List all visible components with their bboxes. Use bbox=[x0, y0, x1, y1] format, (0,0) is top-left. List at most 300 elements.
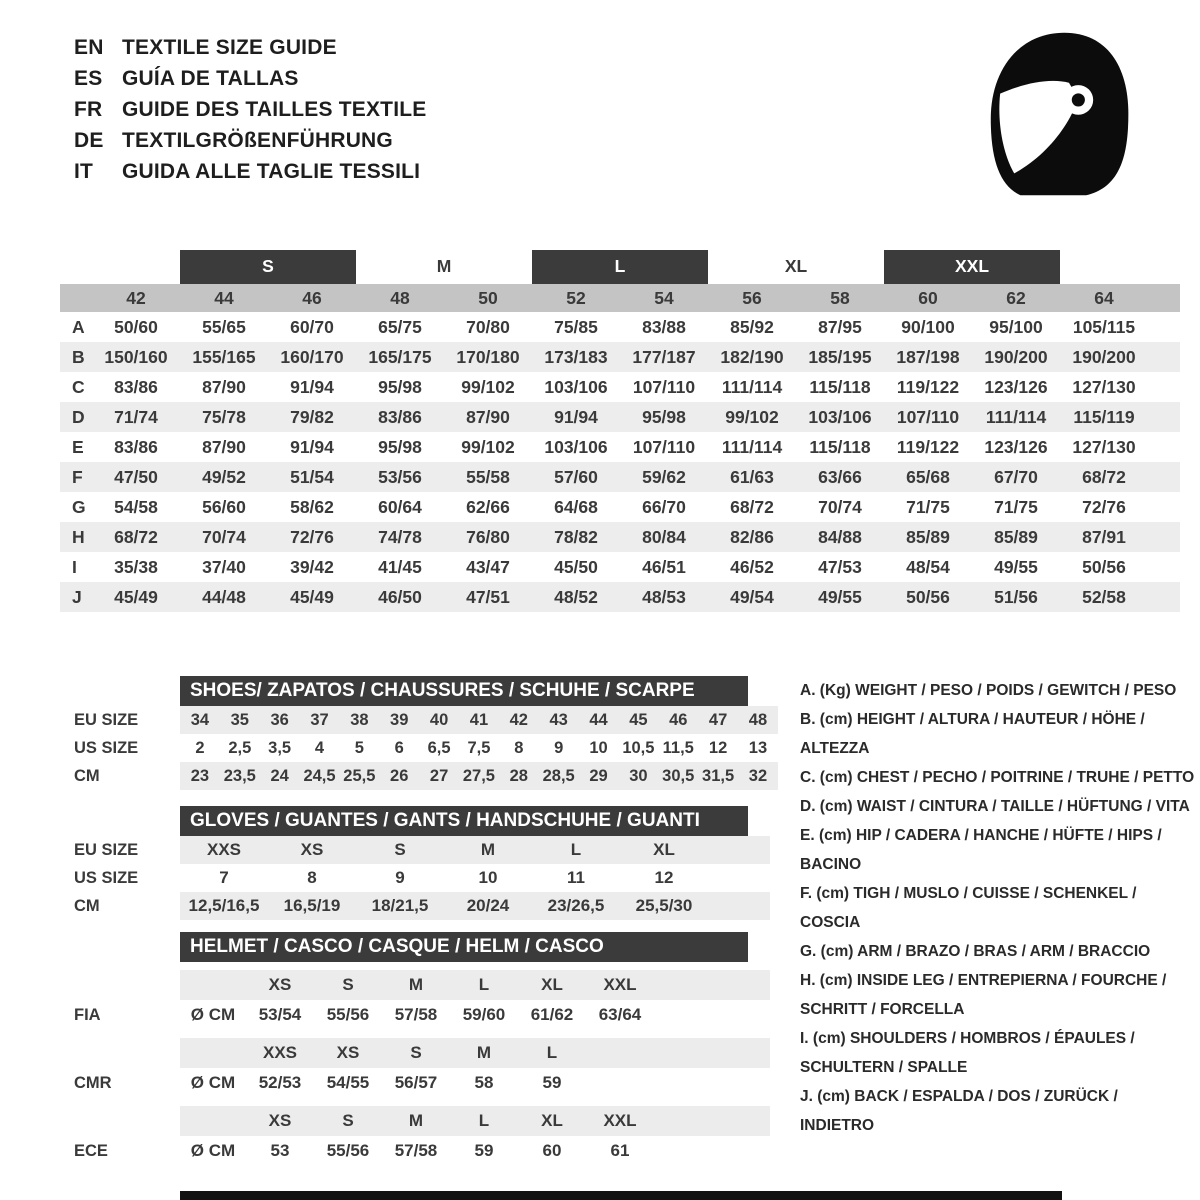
shoes-value: 27,5 bbox=[462, 767, 495, 785]
measure-value: 78/82 bbox=[554, 527, 598, 547]
measure-row bbox=[60, 552, 1180, 582]
legend-item: F. (cm) TIGH / MUSLO / CUISSE / SCHENKEL / COSCIA bbox=[800, 885, 1137, 931]
helmet-size-label: M bbox=[476, 1043, 492, 1062]
band-spacer bbox=[60, 250, 92, 284]
measure-value: 127/130 bbox=[1072, 437, 1136, 457]
helmet-size-value: 61 bbox=[610, 1141, 630, 1160]
measure-row bbox=[60, 372, 1180, 402]
gloves-row-label: CM bbox=[74, 897, 100, 915]
shoes-value: 7,5 bbox=[467, 739, 491, 757]
measure-letter: J bbox=[72, 587, 82, 607]
legend-item: H. (cm) INSIDE LEG / ENTREPIERNA / FOURCHE / SCHRITT / FORCELLA bbox=[800, 972, 1167, 1018]
language-row bbox=[74, 125, 426, 156]
measure-letter: A bbox=[72, 317, 85, 337]
measure-value: 68/72 bbox=[730, 497, 774, 517]
measure-value: 127/130 bbox=[1072, 377, 1136, 397]
row-spacer bbox=[1148, 284, 1180, 312]
footer-bar bbox=[180, 1191, 1062, 1200]
helmet-size-label: M bbox=[408, 975, 424, 994]
measure-value: 62/66 bbox=[466, 497, 510, 517]
shoes-header-row bbox=[60, 676, 785, 706]
shoes-value: 48 bbox=[748, 711, 768, 729]
helmet-size-label: XXS bbox=[262, 1043, 298, 1062]
sizes-spacer bbox=[60, 1106, 180, 1136]
measure-value: 80/84 bbox=[642, 527, 686, 547]
shoes-value: 24 bbox=[270, 767, 289, 785]
helmet-size-label: L bbox=[478, 975, 490, 994]
measure-value: 50/56 bbox=[1082, 557, 1126, 577]
size-band-label: L bbox=[532, 250, 708, 284]
measure-value: 49/52 bbox=[202, 467, 246, 487]
measure-value: 85/89 bbox=[906, 527, 950, 547]
helmet-size-label: XS bbox=[268, 1111, 292, 1130]
gloves-row bbox=[60, 892, 785, 920]
measure-value: 187/198 bbox=[896, 347, 960, 367]
helmet-size-value: 54/55 bbox=[326, 1073, 370, 1092]
size-number: 62 bbox=[1006, 288, 1026, 308]
size-number: 46 bbox=[302, 288, 322, 308]
measure-value: 99/102 bbox=[461, 377, 515, 397]
header-spacer bbox=[60, 932, 180, 962]
unit-spacer bbox=[180, 970, 246, 1000]
guide-title: TEXTILE SIZE GUIDE bbox=[122, 36, 337, 59]
measure-value: 115/118 bbox=[809, 377, 871, 397]
measure-value: 123/126 bbox=[984, 437, 1048, 457]
racing-helmet-icon bbox=[978, 28, 1138, 200]
helmet-standard-label: ECE bbox=[74, 1142, 108, 1160]
size-number: 58 bbox=[830, 288, 850, 308]
gloves-value: 16,5/19 bbox=[283, 896, 341, 915]
gloves-header-row bbox=[60, 806, 785, 836]
size-number-row bbox=[60, 284, 1180, 312]
diameter-unit-label: Ø CM bbox=[190, 1141, 236, 1160]
measure-row bbox=[60, 492, 1180, 522]
measure-value: 70/74 bbox=[202, 527, 246, 547]
helmet-size-value: 59/60 bbox=[462, 1005, 506, 1024]
gloves-value: XL bbox=[653, 840, 675, 859]
legend-item: G. (cm) ARM / BRAZO / BRAS / ARM / BRACCIO bbox=[800, 943, 1151, 960]
measure-value: 95/98 bbox=[378, 437, 422, 457]
measure-letter: B bbox=[72, 347, 85, 367]
measure-value: 64/68 bbox=[554, 497, 598, 517]
measure-value: 119/122 bbox=[896, 437, 960, 457]
language-list bbox=[74, 32, 426, 187]
measure-value: 115/119 bbox=[1073, 407, 1135, 427]
measure-value: 173/183 bbox=[544, 347, 608, 367]
helmet-size-value: 53 bbox=[270, 1141, 290, 1160]
shoes-value: 34 bbox=[190, 711, 210, 729]
helmet-size-label: L bbox=[546, 1043, 558, 1062]
size-number: 44 bbox=[214, 288, 234, 308]
measure-row bbox=[60, 432, 1180, 462]
measure-value: 87/90 bbox=[202, 377, 246, 397]
gloves-header-bar: GLOVES / GUANTES / GANTS / HANDSCHUHE / GUANTI bbox=[180, 806, 748, 836]
measure-value: 83/86 bbox=[114, 377, 158, 397]
language-row bbox=[74, 32, 426, 63]
helmet-values-row bbox=[60, 1000, 785, 1030]
shoes-value: 23 bbox=[190, 767, 210, 785]
measure-value: 65/75 bbox=[378, 317, 422, 337]
measure-value: 41/45 bbox=[378, 557, 422, 577]
measure-value: 82/86 bbox=[730, 527, 774, 547]
helmet-size-label: XXL bbox=[603, 1111, 637, 1130]
helmet-sizes-row bbox=[60, 1106, 785, 1136]
measure-value: 123/126 bbox=[984, 377, 1048, 397]
measure-value: 190/200 bbox=[1072, 347, 1136, 367]
shoes-row-label: CM bbox=[74, 767, 100, 785]
shoes-value: 5 bbox=[354, 739, 364, 757]
gloves-value: XXS bbox=[206, 840, 242, 859]
measure-value: 47/53 bbox=[818, 557, 862, 577]
measure-value: 70/80 bbox=[466, 317, 510, 337]
measure-value: 49/54 bbox=[730, 587, 774, 607]
helmet-size-label: M bbox=[408, 1111, 424, 1130]
shoes-value: 8 bbox=[514, 739, 524, 757]
measure-value: 87/95 bbox=[818, 317, 862, 337]
helmet-size-value: 60 bbox=[542, 1141, 562, 1160]
header-spacer bbox=[60, 806, 180, 836]
measure-value: 74/78 bbox=[378, 527, 422, 547]
measure-letter: I bbox=[72, 557, 77, 577]
shoes-value: 3,5 bbox=[268, 739, 292, 757]
shoes-value: 31,5 bbox=[702, 767, 735, 785]
measure-value: 59/62 bbox=[642, 467, 686, 487]
row-spacer bbox=[1148, 522, 1180, 552]
measure-value: 46/51 bbox=[642, 557, 686, 577]
measure-value: 170/180 bbox=[456, 347, 520, 367]
measure-value: 76/80 bbox=[466, 527, 510, 547]
helmet-size-value: 55/56 bbox=[326, 1005, 370, 1024]
measure-value: 48/54 bbox=[906, 557, 950, 577]
helmet-size-label: S bbox=[342, 975, 354, 994]
measure-value: 53/56 bbox=[378, 467, 422, 487]
measure-letter: H bbox=[72, 527, 85, 547]
measure-value: 177/187 bbox=[632, 347, 696, 367]
shoes-value: 9 bbox=[554, 739, 564, 757]
size-number: 64 bbox=[1094, 288, 1114, 308]
gloves-row-label: US SIZE bbox=[74, 869, 139, 887]
measure-value: 75/78 bbox=[202, 407, 246, 427]
measure-row bbox=[60, 582, 1180, 612]
shoes-value: 12 bbox=[708, 739, 728, 757]
language-row bbox=[74, 94, 426, 125]
gloves-value: 25,5/30 bbox=[635, 896, 693, 915]
measure-value: 45/50 bbox=[554, 557, 598, 577]
shoes-value: 36 bbox=[270, 711, 289, 729]
measure-value: 105/115 bbox=[1072, 317, 1136, 337]
gloves-row bbox=[60, 836, 785, 864]
measure-value: 79/82 bbox=[290, 407, 334, 427]
measure-value: 45/49 bbox=[290, 587, 334, 607]
helmet-header-row bbox=[60, 932, 785, 962]
measure-value: 61/63 bbox=[730, 467, 774, 487]
helmet-size-value: 52/53 bbox=[258, 1073, 302, 1092]
legend-item: C. (cm) CHEST / PECHO / POITRINE / TRUHE / PETTO bbox=[800, 769, 1195, 786]
shoes-row bbox=[60, 734, 785, 762]
shoes-row bbox=[60, 706, 785, 734]
gloves-value: 11 bbox=[567, 868, 585, 887]
guide-title: GUÍA DE TALLAS bbox=[122, 67, 299, 90]
helmet-size-value: 58 bbox=[474, 1073, 494, 1092]
diameter-unit-label: Ø CM bbox=[190, 1073, 236, 1092]
helmet-size-label: S bbox=[410, 1043, 422, 1062]
measure-value: 83/86 bbox=[378, 407, 422, 427]
helmet-size-value: 55/56 bbox=[326, 1141, 370, 1160]
measure-value: 48/52 bbox=[554, 587, 598, 607]
measure-value: 160/170 bbox=[280, 347, 344, 367]
measure-value: 107/110 bbox=[896, 407, 960, 427]
legend-item: B. (cm) HEIGHT / ALTURA / HAUTEUR / HÖHE / ALTEZZA bbox=[800, 711, 1145, 757]
row-label-spacer bbox=[60, 284, 92, 312]
size-band-label: XXL bbox=[884, 250, 1060, 284]
gloves-value: 7 bbox=[219, 868, 229, 887]
measure-value: 91/94 bbox=[554, 407, 598, 427]
size-number: 60 bbox=[918, 288, 938, 308]
helmet-size-value: 57/58 bbox=[394, 1005, 438, 1024]
measure-value: 71/75 bbox=[906, 497, 950, 517]
measure-value: 87/90 bbox=[202, 437, 246, 457]
measure-value: 47/50 bbox=[114, 467, 158, 487]
language-code: IT bbox=[74, 160, 94, 183]
size-number: 52 bbox=[566, 288, 586, 308]
language-code: EN bbox=[74, 36, 104, 59]
measure-value: 99/102 bbox=[725, 407, 779, 427]
measure-value: 83/88 bbox=[642, 317, 686, 337]
measure-value: 57/60 bbox=[554, 467, 598, 487]
legend-item: D. (cm) WAIST / CINTURA / TAILLE / HÜFTUNG / VITA bbox=[800, 798, 1190, 815]
measure-value: 185/195 bbox=[808, 347, 872, 367]
measure-value: 115/118 bbox=[809, 437, 871, 457]
size-number: 48 bbox=[390, 288, 410, 308]
helmet-size-value: 59 bbox=[474, 1141, 494, 1160]
shoes-value: 35 bbox=[230, 711, 249, 729]
measure-value: 84/88 bbox=[818, 527, 862, 547]
gloves-table bbox=[60, 806, 785, 920]
measure-value: 44/48 bbox=[202, 587, 246, 607]
measure-value: 75/85 bbox=[554, 317, 598, 337]
measure-value: 51/54 bbox=[290, 467, 334, 487]
measure-value: 50/60 bbox=[114, 317, 158, 337]
gloves-value: 9 bbox=[395, 868, 405, 887]
legend-item: A. (Kg) WEIGHT / PESO / POIDS / GEWITCH / PESO bbox=[800, 682, 1177, 699]
measure-value: 47/51 bbox=[466, 587, 510, 607]
measure-letter: G bbox=[72, 497, 86, 517]
gloves-value: 23/26,5 bbox=[547, 896, 605, 915]
gloves-value: XS bbox=[300, 840, 324, 859]
gloves-value: 12,5/16,5 bbox=[188, 896, 260, 915]
language-row bbox=[74, 63, 426, 94]
helmet-size-value: 61/62 bbox=[530, 1005, 574, 1024]
measure-value: 95/98 bbox=[378, 377, 422, 397]
shoes-value: 28 bbox=[509, 767, 528, 785]
measure-value: 83/86 bbox=[114, 437, 158, 457]
legend-item: I. (cm) SHOULDERS / HOMBROS / ÉPAULES / SCHULTERN / SPALLE bbox=[800, 1030, 1135, 1076]
shoes-value: 24,5 bbox=[303, 767, 336, 785]
size-number: 56 bbox=[742, 288, 762, 308]
shoes-value: 37 bbox=[310, 711, 329, 729]
shoes-value: 10,5 bbox=[622, 739, 655, 757]
header-spacer bbox=[60, 676, 180, 706]
shoes-value: 32 bbox=[748, 767, 768, 785]
helmet-sizes-row bbox=[60, 1038, 785, 1068]
measure-value: 39/42 bbox=[290, 557, 334, 577]
row-spacer bbox=[1148, 462, 1180, 492]
measure-value: 119/122 bbox=[896, 377, 960, 397]
measure-value: 103/106 bbox=[544, 377, 608, 397]
measure-value: 63/66 bbox=[818, 467, 862, 487]
shoes-row-label: US SIZE bbox=[74, 739, 139, 757]
helmet-size-label: XL bbox=[541, 1111, 563, 1130]
measure-value: 155/165 bbox=[192, 347, 256, 367]
size-band-label: XL bbox=[784, 256, 808, 276]
measure-row bbox=[60, 522, 1180, 552]
shoes-value: 10 bbox=[589, 739, 608, 757]
shoes-value: 42 bbox=[509, 711, 528, 729]
measure-value: 111/114 bbox=[721, 437, 783, 457]
helmet-size-value: 57/58 bbox=[394, 1141, 438, 1160]
measure-value: 65/68 bbox=[906, 467, 950, 487]
measure-value: 99/102 bbox=[461, 437, 515, 457]
shoes-value: 46 bbox=[669, 711, 688, 729]
shoes-value: 2,5 bbox=[228, 739, 252, 757]
gloves-value: 10 bbox=[478, 868, 498, 887]
diameter-unit-label: Ø CM bbox=[190, 1005, 236, 1024]
helmet-standard-label: FIA bbox=[74, 1006, 101, 1024]
helmet-table bbox=[60, 932, 785, 1166]
shoes-value: 4 bbox=[314, 739, 325, 757]
row-spacer bbox=[1148, 582, 1180, 612]
measure-value: 46/50 bbox=[378, 587, 422, 607]
helmet-size-label: L bbox=[478, 1111, 490, 1130]
measurement-legend bbox=[800, 676, 1196, 1140]
measure-row bbox=[60, 462, 1180, 492]
helmet-standard-block bbox=[60, 1038, 785, 1098]
measure-value: 51/56 bbox=[994, 587, 1038, 607]
shoes-value: 13 bbox=[748, 739, 768, 757]
measure-value: 190/200 bbox=[984, 347, 1048, 367]
measure-value: 72/76 bbox=[290, 527, 334, 547]
helmet-standard-block bbox=[60, 1106, 785, 1166]
band-spacer bbox=[1060, 250, 1180, 284]
measure-value: 71/74 bbox=[114, 407, 158, 427]
unit-spacer bbox=[180, 1106, 246, 1136]
measure-value: 72/76 bbox=[1082, 497, 1126, 517]
measure-value: 52/58 bbox=[1082, 587, 1126, 607]
size-number: 50 bbox=[478, 288, 498, 308]
measure-value: 49/55 bbox=[994, 557, 1038, 577]
gloves-row bbox=[60, 864, 785, 892]
size-band-label: S bbox=[180, 250, 356, 284]
measure-row bbox=[60, 402, 1180, 432]
language-code: ES bbox=[74, 67, 103, 90]
measure-value: 165/175 bbox=[368, 347, 432, 367]
shoes-value: 23,5 bbox=[223, 767, 256, 785]
textile-size-table bbox=[60, 250, 1180, 612]
shoes-value: 6 bbox=[394, 739, 404, 757]
footwear-gloves-helmet-tables bbox=[60, 676, 785, 1166]
helmet-standard-block bbox=[60, 970, 785, 1030]
gloves-value: 20/24 bbox=[466, 896, 510, 915]
shoes-value: 30 bbox=[629, 767, 648, 785]
measure-value: 67/70 bbox=[994, 467, 1038, 487]
measure-value: 50/56 bbox=[906, 587, 950, 607]
helmet-standard-label: CMR bbox=[74, 1074, 112, 1092]
measure-value: 182/190 bbox=[720, 347, 784, 367]
shoes-value: 44 bbox=[589, 711, 608, 729]
gloves-value: 12 bbox=[654, 868, 674, 887]
measure-value: 103/106 bbox=[808, 407, 872, 427]
gloves-value: L bbox=[570, 840, 582, 859]
shoes-header-bar: SHOES/ ZAPATOS / CHAUSSURES / SCHUHE / SCARPE bbox=[180, 676, 748, 706]
helmet-values-row bbox=[60, 1068, 785, 1098]
sizes-spacer bbox=[60, 970, 180, 1000]
gloves-row-label: EU SIZE bbox=[74, 841, 139, 859]
size-number: 54 bbox=[654, 288, 674, 308]
measure-value: 48/53 bbox=[642, 587, 686, 607]
measure-value: 95/100 bbox=[989, 317, 1043, 337]
helmet-size-value: 53/54 bbox=[258, 1005, 302, 1024]
gloves-value: M bbox=[480, 840, 496, 859]
shoes-value: 29 bbox=[589, 767, 608, 785]
shoes-value: 38 bbox=[350, 711, 369, 729]
shoes-value: 45 bbox=[629, 711, 648, 729]
measure-value: 90/100 bbox=[901, 317, 955, 337]
shoes-row bbox=[60, 762, 785, 790]
measure-row bbox=[60, 342, 1180, 372]
row-spacer bbox=[1148, 312, 1180, 342]
measure-value: 107/110 bbox=[632, 437, 696, 457]
measure-row bbox=[60, 312, 1180, 342]
measure-value: 85/92 bbox=[730, 317, 774, 337]
measure-value: 43/47 bbox=[466, 557, 510, 577]
shoes-table bbox=[60, 676, 785, 790]
measure-value: 71/75 bbox=[994, 497, 1038, 517]
legend-item: E. (cm) HIP / CADERA / HANCHE / HÜFTE / HIPS / BACINO bbox=[800, 827, 1162, 873]
guide-title: GUIDA ALLE TAGLIE TESSILI bbox=[122, 160, 421, 183]
row-spacer bbox=[1148, 402, 1180, 432]
sizes-spacer bbox=[60, 1038, 180, 1068]
measure-value: 111/114 bbox=[721, 377, 783, 397]
helmet-size-value: 63/64 bbox=[598, 1005, 642, 1024]
shoes-value: 39 bbox=[390, 711, 409, 729]
shoes-value: 41 bbox=[469, 711, 489, 729]
measure-value: 91/94 bbox=[290, 437, 334, 457]
helmet-size-label: XXL bbox=[603, 975, 637, 994]
helmet-header-bar: HELMET / CASCO / CASQUE / HELM / CASCO bbox=[180, 932, 748, 962]
row-spacer bbox=[1148, 492, 1180, 522]
size-number: 42 bbox=[126, 288, 146, 308]
size-band-label: M bbox=[436, 256, 452, 276]
measure-letter: F bbox=[72, 467, 83, 487]
measure-value: 91/94 bbox=[290, 377, 334, 397]
measure-value: 56/60 bbox=[202, 497, 246, 517]
measure-value: 68/72 bbox=[1082, 467, 1126, 487]
row-spacer bbox=[1148, 552, 1180, 582]
row-spacer bbox=[1148, 432, 1180, 462]
measure-value: 87/91 bbox=[1082, 527, 1126, 547]
shoes-value: 28,5 bbox=[542, 767, 575, 785]
shoes-value: 40 bbox=[429, 711, 449, 729]
helmet-size-label: S bbox=[342, 1111, 354, 1130]
shoes-value: 11,5 bbox=[662, 739, 694, 757]
helmet-size-label: XL bbox=[541, 975, 563, 994]
shoes-value: 27 bbox=[429, 767, 449, 785]
guide-title: GUIDE DES TAILLES TEXTILE bbox=[122, 98, 427, 121]
measure-value: 35/38 bbox=[114, 557, 158, 577]
helmet-size-value: 59 bbox=[542, 1073, 562, 1092]
shoes-value: 43 bbox=[549, 711, 568, 729]
measure-letter: E bbox=[72, 437, 84, 457]
